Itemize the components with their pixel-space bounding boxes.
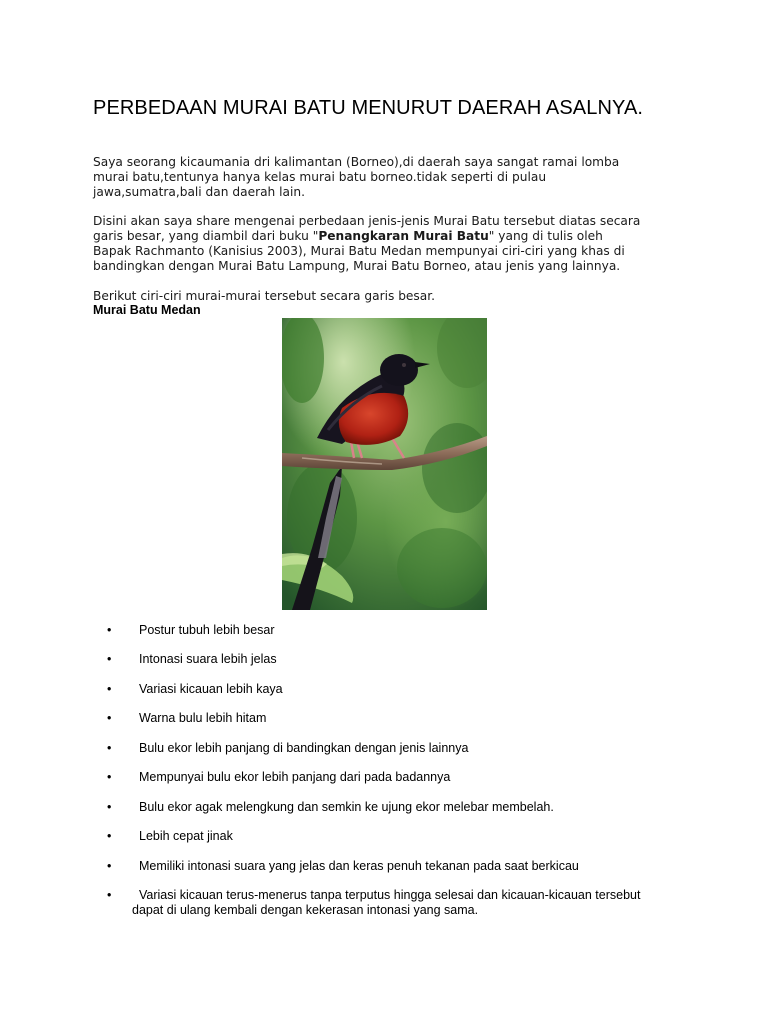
- characteristics-intro-line: Berikut ciri-ciri murai-murai tersebut secara garis besar.: [93, 289, 436, 303]
- source-paragraph: [93, 214, 693, 274]
- bullet-icon: •: [107, 888, 112, 902]
- source-paragraph-line: Disini akan saya share mengenai perbedaan jenis-jenis Murai Batu tersebut diatas secara: [93, 214, 641, 228]
- intro-paragraph-line: murai batu,tentunya hanya kelas murai batu borneo.tidak seperti di pulau: [93, 170, 547, 184]
- book-title: Penangkaran Murai Batu: [318, 229, 489, 243]
- bullet-icon: •: [107, 682, 112, 696]
- bullet-icon: •: [107, 623, 112, 637]
- source-text-after: " yang di tulis oleh: [488, 229, 603, 243]
- list-item-text: Warna bulu lebih hitam: [139, 711, 267, 725]
- bullet-icon: •: [107, 652, 112, 666]
- document-title: PERBEDAAN MURAI BATU MENURUT DAERAH ASALNYA.: [93, 97, 644, 119]
- characteristics-intro: [93, 289, 693, 304]
- section-subheading: Murai Batu Medan: [93, 303, 201, 317]
- source-paragraph-line: Bapak Rachmanto (Kanisius 2003), Murai Batu Medan mempunyai ciri-ciri yang khas di: [93, 244, 625, 258]
- bullet-icon: •: [107, 770, 112, 784]
- list-item-text: Bulu ekor lebih panjang di bandingkan dengan jenis lainnya: [139, 741, 469, 755]
- list-item-continuation: dapat di ulang kembali dengan kekerasan intonasi yang sama.: [132, 903, 479, 917]
- list-item-text: Lebih cepat jinak: [139, 829, 233, 843]
- list-item-text: Variasi kicauan terus-menerus tanpa terputus hingga selesai dan kicauan-kicauan tersebut: [139, 888, 641, 902]
- bullet-icon: •: [107, 741, 112, 755]
- intro-paragraph-line: jawa,sumatra,bali dan daerah lain.: [93, 185, 305, 199]
- source-text-before: garis besar, yang diambil dari buku ": [93, 229, 319, 243]
- source-paragraph-line: [93, 229, 693, 244]
- list-item-text: Mempunyai bulu ekor lebih panjang dari pada badannya: [139, 770, 451, 784]
- intro-paragraph-line: Saya seorang kicaumania dri kalimantan (Borneo),di daerah saya sangat ramai lomba: [93, 155, 620, 169]
- bullet-icon: •: [107, 829, 112, 843]
- murai-batu-medan-photo: [282, 318, 487, 610]
- list-item-text: Memiliki intonasi suara yang jelas dan keras penuh tekanan pada saat berkicau: [139, 859, 579, 873]
- bullet-icon: •: [107, 711, 112, 725]
- list-item-text: Bulu ekor agak melengkung dan semkin ke ujung ekor melebar membelah.: [139, 800, 554, 814]
- source-paragraph-line: bandingkan dengan Murai Batu Lampung, Murai Batu Borneo, atau jenis yang lainnya.: [93, 259, 621, 273]
- list-item-text: Variasi kicauan lebih kaya: [139, 682, 283, 696]
- list-item-text: Postur tubuh lebih besar: [139, 623, 275, 637]
- intro-paragraph: [93, 155, 693, 200]
- bullet-icon: •: [107, 859, 112, 873]
- list-item-text: Intonasi suara lebih jelas: [139, 652, 277, 666]
- bullet-icon: •: [107, 800, 112, 814]
